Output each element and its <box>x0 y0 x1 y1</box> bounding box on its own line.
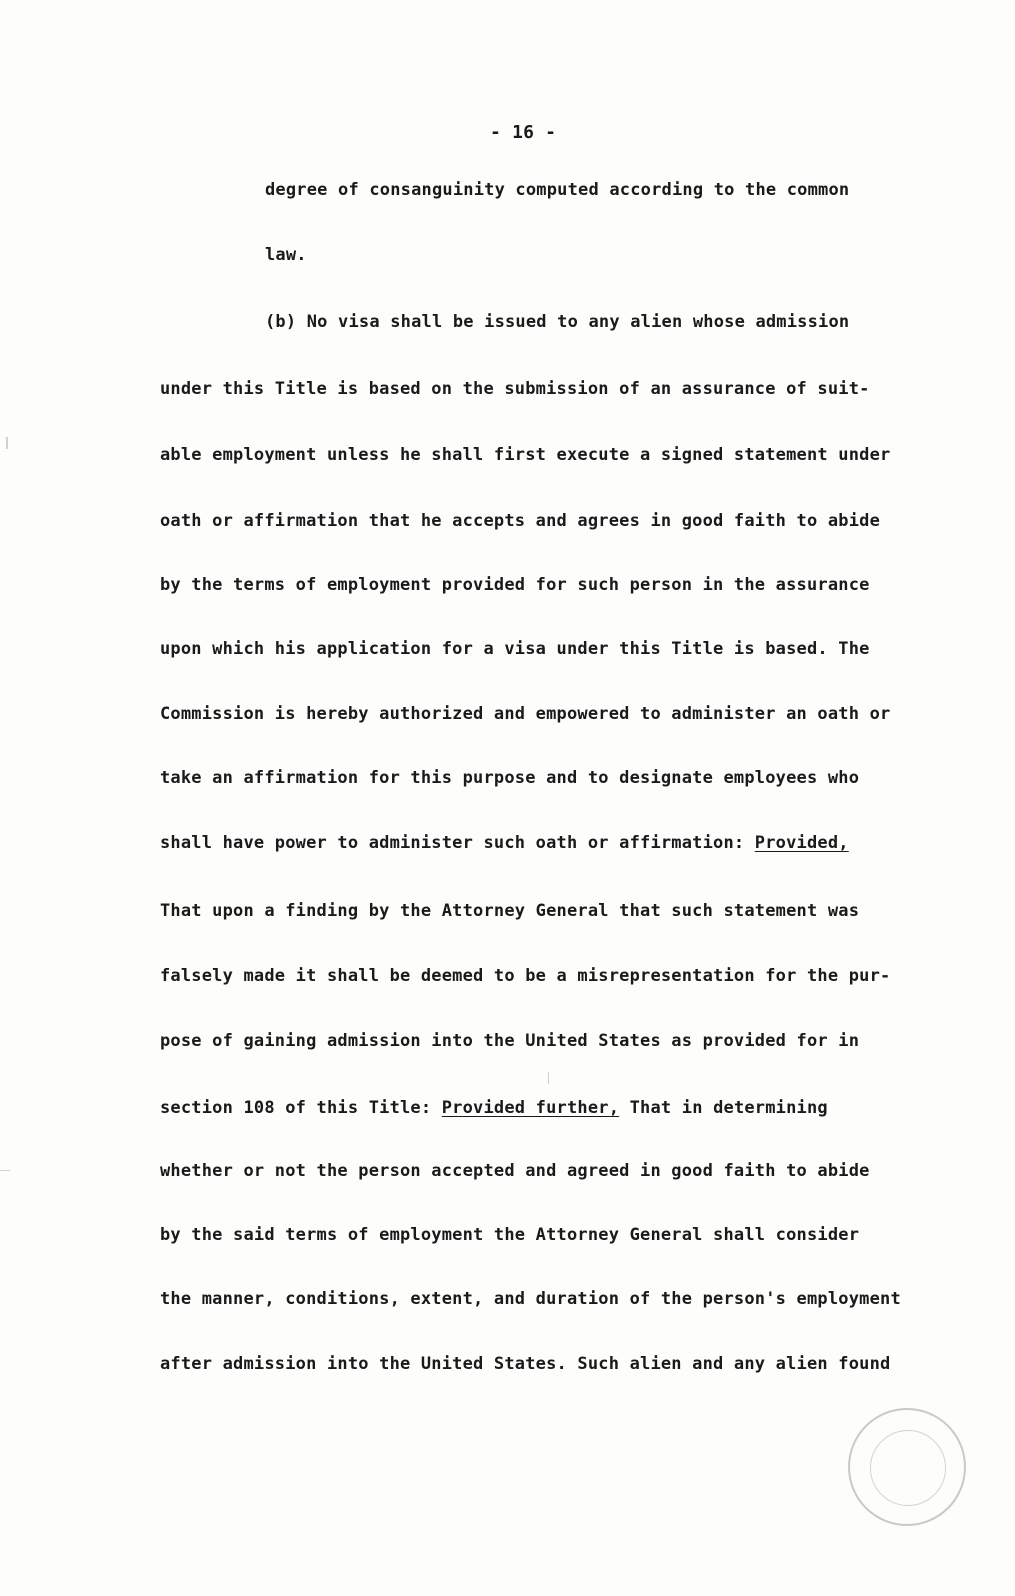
provided-further-emphasis: Provided further, <box>441 1098 620 1118</box>
provided-emphasis: Provided, <box>754 833 849 853</box>
text-line-7: by the terms of employment provided for such person in the assurance <box>160 575 870 595</box>
page-speck <box>548 1072 549 1084</box>
text-line-3: (b) No visa shall be issued to any alien whose admission <box>265 312 850 332</box>
text-line-15 <box>160 1096 828 1120</box>
page-number: - 16 - <box>490 122 557 143</box>
text-line-19: after admission into the United States. Such alien and any alien found <box>160 1354 891 1374</box>
text-line-9: Commission is hereby authorized and empowered to administer an oath or <box>160 704 891 724</box>
text-line-13: falsely made it shall be deemed to be a misrepresentation for the pur- <box>160 966 891 986</box>
text-line-11 <box>160 831 849 855</box>
text-line-14: pose of gaining admission into the United States as provided for in <box>160 1031 860 1051</box>
text-line-11-body: shall have power to administer such oath or affirmation: <box>160 833 745 853</box>
text-line-12: That upon a finding by the Attorney General that such statement was <box>160 901 860 921</box>
archive-stamp <box>848 1408 966 1526</box>
text-line-4: under this Title is based on the submission of an assurance of suit- <box>160 379 870 399</box>
text-line-8: upon which his application for a visa under this Title is based. The <box>160 639 870 659</box>
archive-stamp-inner-ring <box>870 1430 946 1506</box>
text-line-17: by the said terms of employment the Attorney General shall consider <box>160 1225 860 1245</box>
text-line-15-tail: That in determining <box>629 1098 828 1118</box>
text-line-2: law. <box>265 245 307 265</box>
text-line-10: take an affirmation for this purpose and to designate employees who <box>160 768 860 788</box>
text-line-16: whether or not the person accepted and agreed in good faith to abide <box>160 1161 870 1181</box>
text-line-6: oath or affirmation that he accepts and agrees in good faith to abide <box>160 511 881 531</box>
margin-speck <box>6 437 8 449</box>
margin-speck <box>0 1170 10 1171</box>
text-line-18: the manner, conditions, extent, and duration of the person's employment <box>160 1289 901 1309</box>
text-line-5: able employment unless he shall first execute a signed statement under <box>160 445 891 465</box>
text-line-1: degree of consanguinity computed according to the common <box>265 180 850 200</box>
text-line-15-body: section 108 of this Title: <box>160 1098 432 1118</box>
